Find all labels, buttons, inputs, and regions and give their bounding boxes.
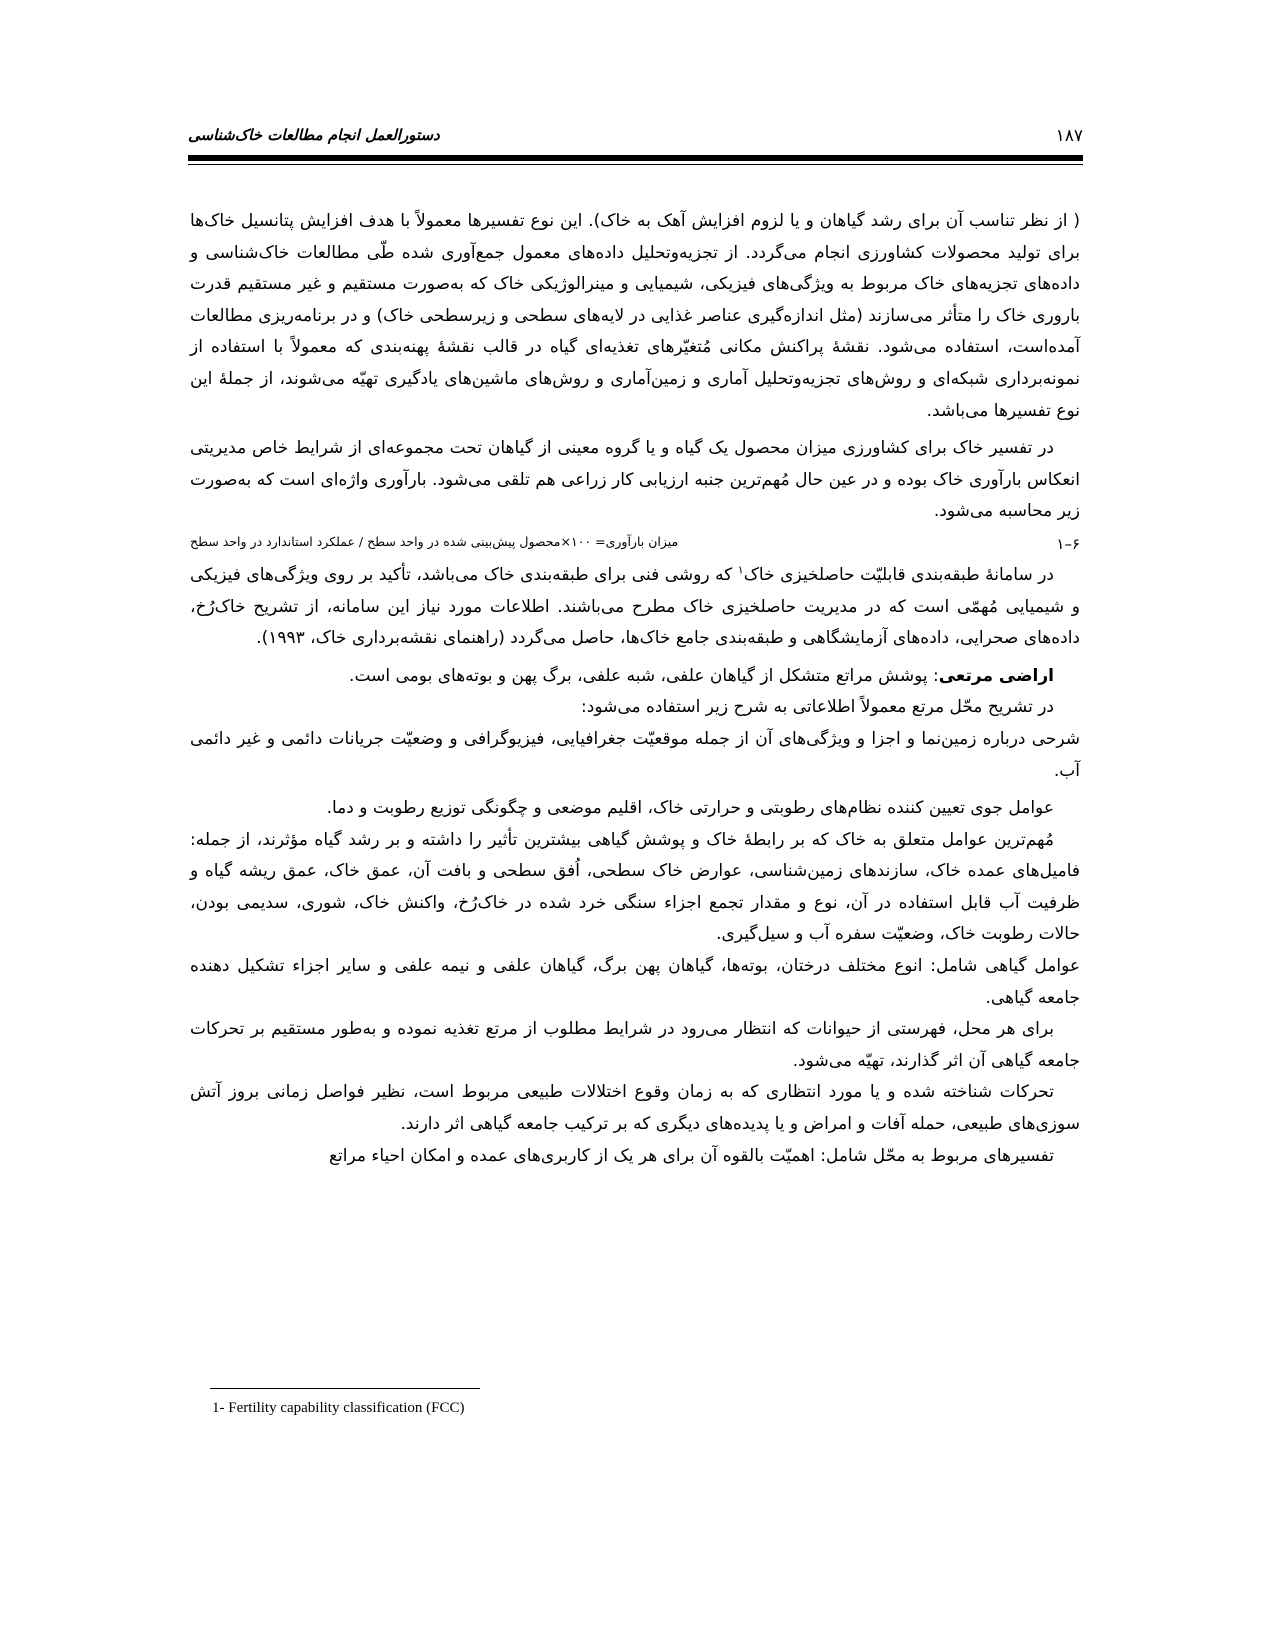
paragraph-10: برای هر محل، فهرستی از حیوانات که انتظار می‌رود در شرایط مطلوب از مرتع تغذیه نموده و به‌طور مستقیم بر تحرکات جامعه گیاهی آن اثر گذارند، تهیّه می‌شود.	[190, 1019, 1080, 1071]
paragraph-7: عوامل جوی تعیین کننده نظام‌های رطوبتی و حرارتی خاک، اقلیم موضعی و چگونگی توزیع رطوبت و دما.	[326, 798, 1054, 819]
footnote: 1- Fertility capability classification (FCC)	[212, 1400, 465, 1416]
rangeland-text: : پوشش مراتع متشکل از گیاهان علفی، شبه علفی، برگ پهن و بوته‌های بومی است.	[349, 665, 939, 686]
paragraph-12: تفسیرهای مربوط به محّل شامل: اهمیّت بالقوه آن برای هر یک از کاربری‌های عمده و امکان احیاء مراتع	[328, 1145, 1054, 1166]
page-header	[188, 122, 1083, 152]
paragraph-2: در تفسیر خاک برای کشاورزی میزان محصول یک گیاه و یا گروه معینی از گیاهان تحت مجموعه‌ای از شرایط خاص مدیریتی انعکاس بارآوری خاک بوده و در عین حال مُهم‌ترین جنبه ارزیابی کار زراعی هم تلقی می‌شود. بارآوری واژه‌ای است که به‌صورت زیر محاسبه می‌شود.	[190, 438, 1080, 522]
page-number: ۱۸۷	[1055, 126, 1083, 146]
paragraph-6: شرحی درباره زمین‌نما و اجزا و ویژگی‌های آن از جمله موقعیّت جغرافیایی، فیزیوگرافی و وضعیّت جریانات دائمی و غیر دائمی آب.	[190, 728, 1080, 781]
paragraph-3	[190, 560, 1080, 655]
paragraph-8: مُهم‌ترین عوامل متعلق به خاک که بر رابطهٔ خاک و پوشش گیاهی بیشترین تأثیر را داشته و بر رشد گیاه مؤثرند، از جمله: فامیل‌های عمده خاک، سازندهای زمین‌شناسی، عوارض خاک سطحی، اُفق سطحی و بافت آن، عمق خاک، عمق ریشه گیاه و ظرفیت آب قابل استفاده در آن، نوع و مقدار تجمع اجزاء سنگی خرد شده در خاک‌رُخ، واکنش خاک، شوری، سدیمی بودن، حالات رطوبت خاک، وضعیّت سفره آب و سیل‌گیری.	[190, 829, 1080, 945]
footnote-separator	[210, 1388, 480, 1389]
paragraph-9: عوامل گیاهی شامل: انوع مختلف درختان، بوته‌ها، گیاهان پهن برگ، گیاهان علفی و نیمه علفی و سایر اجزاء تشکیل دهنده جامعه گیاهی.	[190, 956, 1080, 1008]
paragraph-1: ( از نظر تناسب آن برای رشد گیاهان و یا لزوم افزایش آهک به خاک). این نوع تفسیرها معمولاً با هدف افزایش پتانسیل خاک‌ها برای تولید محصولات کشاورزی انجام می‌گردد. از تجزیه‌وتحلیل داده‌های معمول جمع‌آوری شده طّی مطالعات خاک‌شناسی و داده‌های تجزیه‌های خاک مربوط به ویژگی‌های فیزیکی، شیمیایی و مینرالوژیکی خاک که به‌صورت مستقیم و غیر مستقیم قدرت باروری خاک را متأثر می‌سازند (مثل اندازه‌گیری عناصر غذایی در لایه‌های سطحی و زیرسطحی خاک) و در برنامه‌ریزی مطالعات آمده‌است، استفاده می‌شود. نقشهٔ پراکنش مکانی مُتغیّرهای تغذیه‌ای گیاه در قالب نقشهٔ پهنه‌بندی که معمولاً با استفاده از نمونه‌برداری شبکه‌ای و روش‌های تجزیه‌وتحلیل آماری و زمین‌آماری و روش‌های ماشین‌های یادگیری تهیّه می‌شوند، از جملهٔ این نوع تفسیرها می‌باشد.	[190, 211, 1080, 421]
paragraph-3-start: در سامانهٔ طبقه‌بندی قابلیّت حاصلخیزی خاک	[743, 564, 1054, 585]
paragraph-11: تحرکات شناخته شده و یا مورد انتظاری که به زمان وقوع اختلالات طبیعی مربوط است، نظیر فواصل زمانی بروز آتش سوزی‌های طبیعی، حمله آفات و امراض و یا پدیده‌های دیگری که بر ترکیب جامعه گیاهی اثر دارند.	[190, 1082, 1080, 1135]
paragraph-rangeland	[190, 661, 1080, 693]
paragraph-3-end: که روشی فنی برای طبقه‌بندی خاک می‌باشد، تأکید بر روی ویژگی‌های فیزیکی و شیمیایی مُهمّی است که در مدیریت حاصلخیزی خاک مطرح می‌باشند. اطلاعات مورد نیاز این سامانه، از تشریح خاک‌رُخ، داده‌های صحرایی، داده‌های آزمایشگاهی و طبقه‌بندی جامع خاک‌ها، حاصل می‌گردد (راهنمای نقشه‌برداری خاک، ۱۹۹۳).	[190, 564, 1080, 649]
running-title: دستورالعمل انجام مطالعات خاک‌شناسی	[188, 126, 440, 144]
equation-number: ۶–۱	[1056, 534, 1080, 553]
header-rule-thick	[188, 155, 1083, 161]
footnote-marker[interactable]: ۱	[737, 563, 744, 577]
equation-text: میزان بارآوری= ۱۰۰×محصول پیش‌بینی شده در واحد سطح / عملکرد استاندارد در واحد سطح	[190, 533, 679, 549]
rangeland-heading: اراضی مرتعی	[938, 665, 1054, 686]
body-text	[190, 206, 1080, 1172]
paragraph-5: در تشریح محّل مرتع معمولاً اطلاعاتی به شرح زیر استفاده می‌شود:	[581, 697, 1054, 718]
equation	[190, 530, 1080, 554]
header-rule-thin	[188, 164, 1083, 165]
